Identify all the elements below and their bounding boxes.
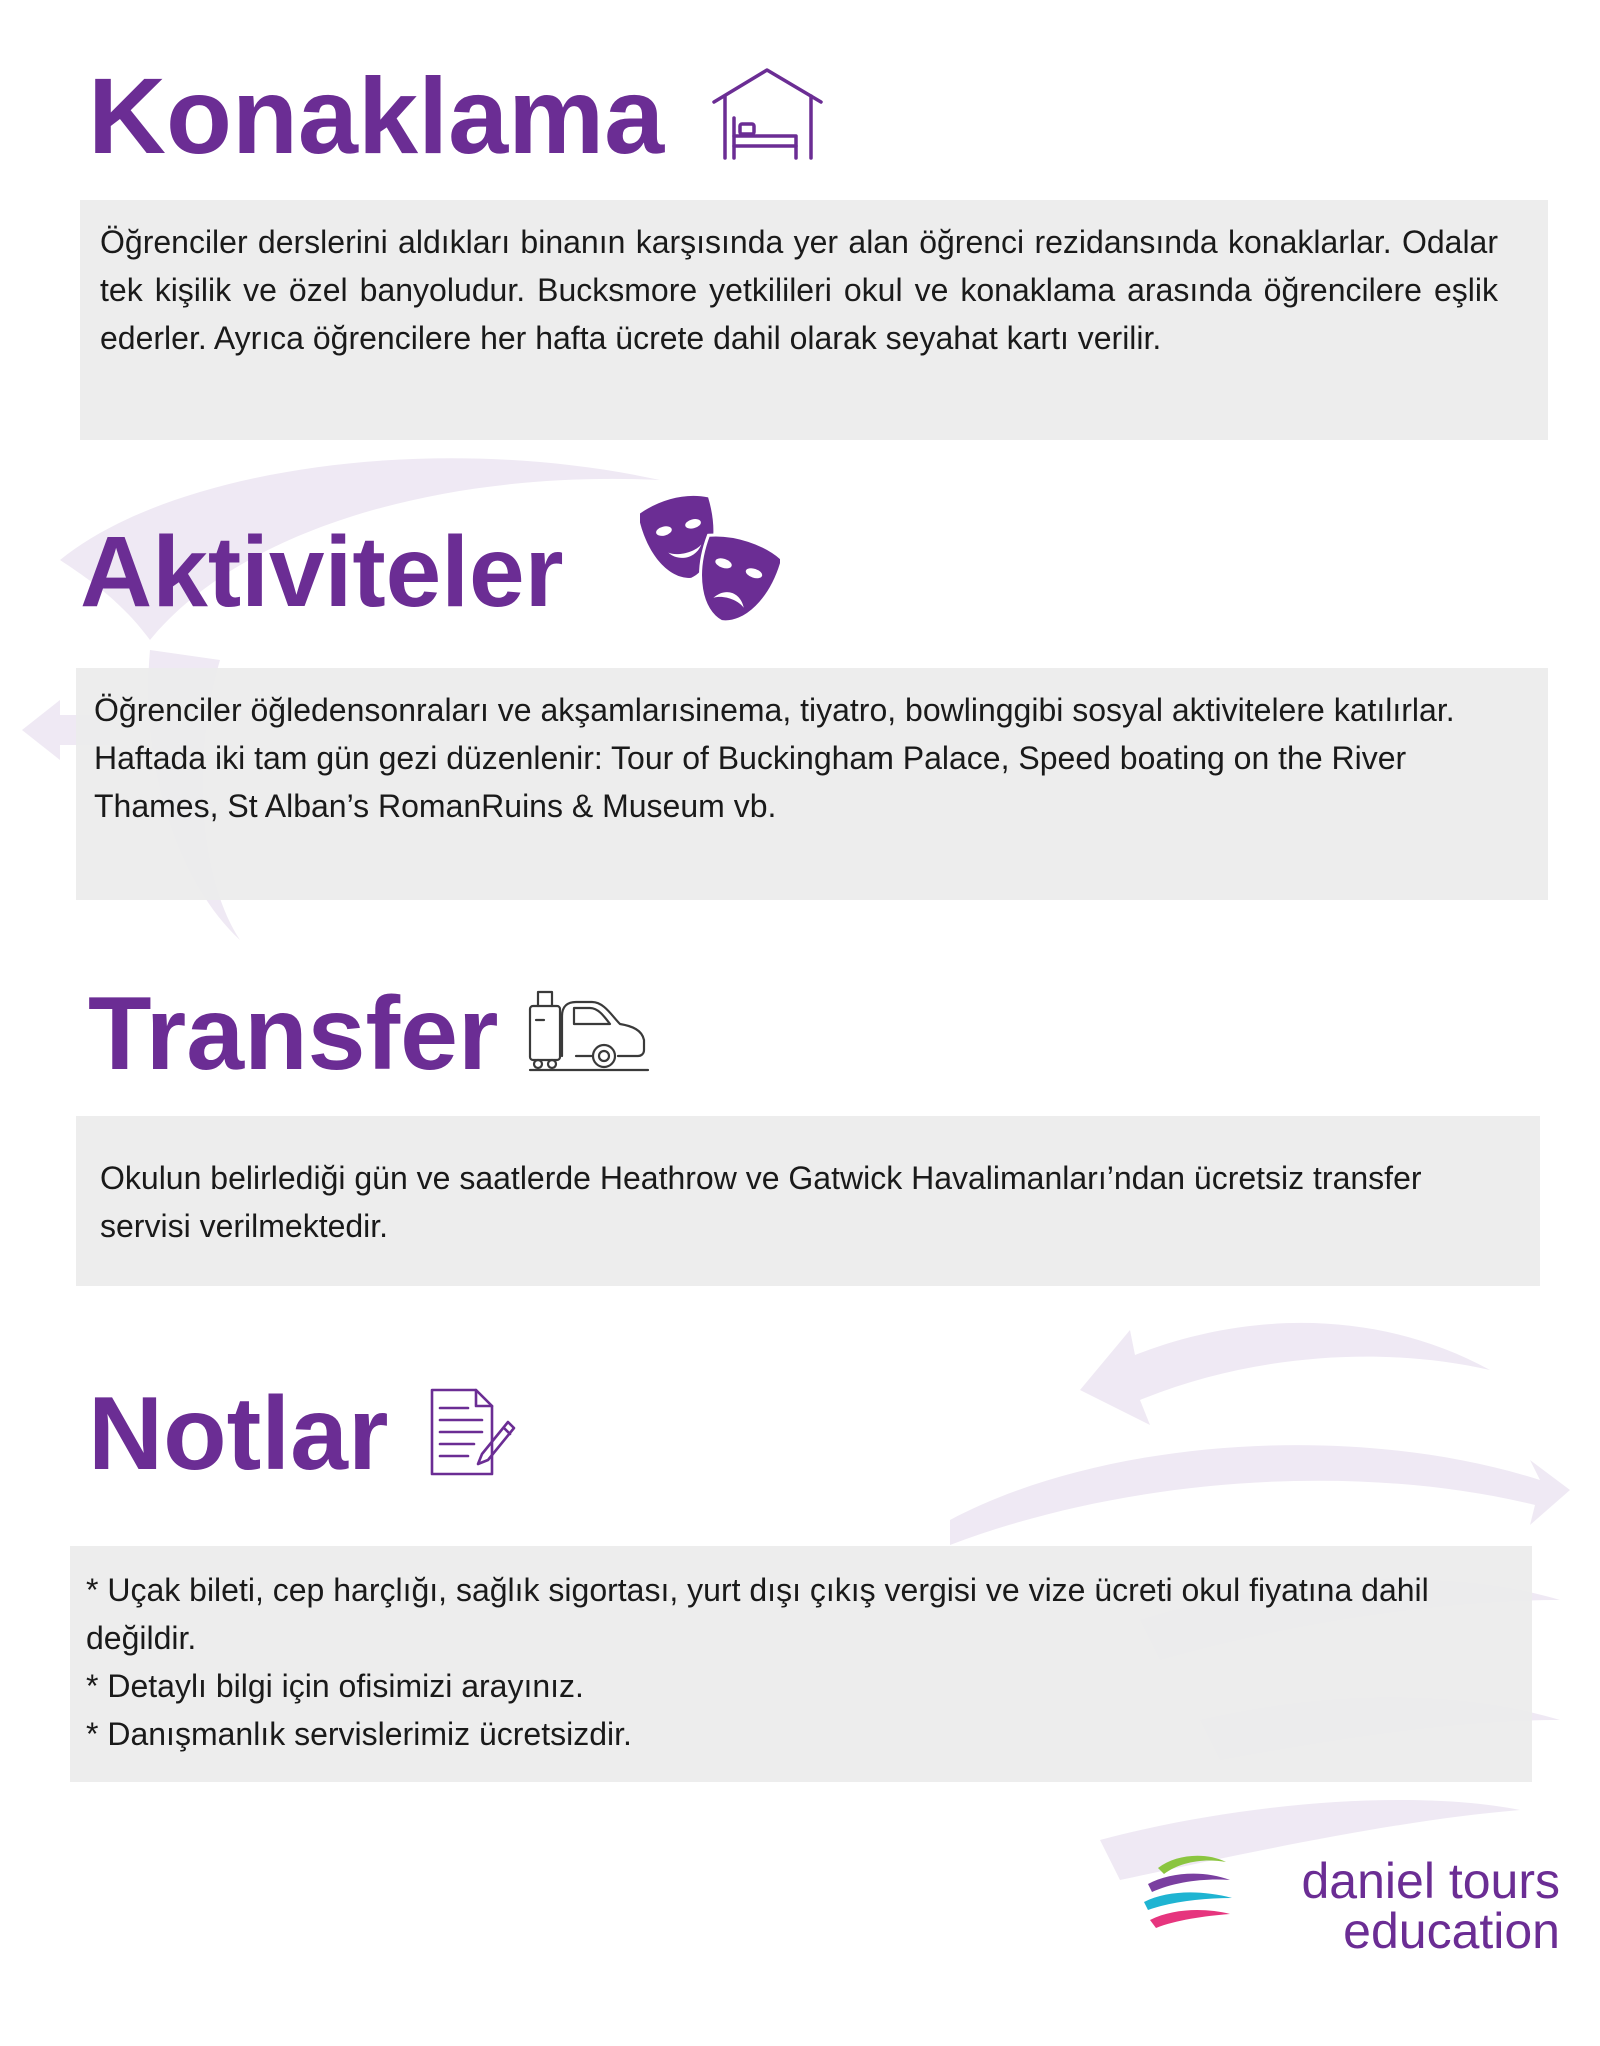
logo-line-1: daniel tours xyxy=(1301,1853,1560,1909)
transfer-heading: Transfer xyxy=(88,976,499,1092)
logo-line-2: education xyxy=(1343,1903,1560,1959)
house-bed-icon xyxy=(710,66,825,162)
aktiviteler-line-2: Haftada iki tam gün gezi düzenlenir: Tour of Buckingham Palace, Speed boating on the River Thames, St Alban’s RomanRuins & Museum vb. xyxy=(94,740,1407,824)
konaklama-heading: Konaklama xyxy=(88,55,665,176)
theater-masks-icon xyxy=(640,494,780,629)
document-pencil-icon xyxy=(428,1386,516,1478)
aktiviteler-text-box xyxy=(76,668,1548,900)
transfer-text: Okulun belirlediği gün ve saatlerde Heathrow ve Gatwick Havalimanları’ndan ücretsiz transfer servisi verilmektedir. xyxy=(100,1160,1422,1244)
konaklama-text: Öğrenciler derslerini aldıkları binanın karşısında yer alan öğrenci rezidansında konaklarlar. Odalar tek kişilik ve özel banyoludur. Bucksmore yetkilileri okul ve konaklama arasında öğrencilere eşlik ederler. Ayrıca öğrencilere her hafta ücrete dahil olarak seyahat kartı verilir. xyxy=(100,224,1498,356)
konaklama-text-box xyxy=(80,200,1548,440)
daniel-tours-swirl-icon xyxy=(1140,1850,1236,1934)
transfer-text-box xyxy=(76,1116,1540,1286)
notlar-text-box xyxy=(70,1546,1532,1782)
car-luggage-icon xyxy=(528,986,650,1072)
daniel-tours-logo xyxy=(1140,1850,1560,1960)
notlar-line-2: * Detaylı bilgi için ofisimizi arayınız. xyxy=(86,1668,584,1704)
notlar-heading: Notlar xyxy=(88,1376,389,1492)
notlar-line-3: * Danışmanlık servislerimiz ücretsizdir. xyxy=(86,1716,632,1752)
aktiviteler-line-1: Öğrenciler öğledensonraları ve akşamlarısinema, tiyatro, bowlinggibi sosyal aktivitelere katılırlar. xyxy=(94,692,1455,728)
aktiviteler-heading: Aktiviteler xyxy=(80,516,564,628)
notlar-line-1: * Uçak bileti, cep harçlığı, sağlık sigortası, yurt dışı çıkış vergisi ve vize ücreti okul fiyatına dahil değildir. xyxy=(86,1572,1429,1656)
